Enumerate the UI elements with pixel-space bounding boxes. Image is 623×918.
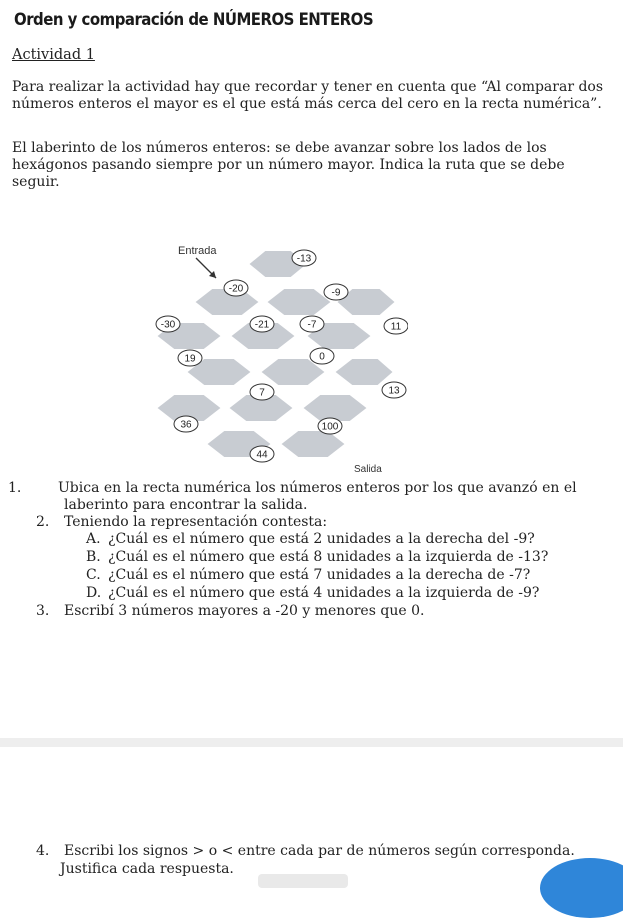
question-2 <box>36 514 327 531</box>
question-text: Escribí 3 números mayores a -20 y menores que 0. <box>64 603 425 619</box>
question-4-continuation: Justifica cada respuesta. <box>60 861 234 877</box>
subquestion-a <box>86 531 535 548</box>
maze-hexagon <box>266 288 332 316</box>
question-text: Escribi los signos > o < entre cada par de números según corresponda. <box>64 843 575 859</box>
maze-number: 13 <box>388 385 400 397</box>
question-3 <box>36 603 424 620</box>
page-divider <box>0 738 623 747</box>
question-number: 4. <box>36 843 50 859</box>
question-number: 3. <box>36 603 50 619</box>
activity-heading: Actividad 1 <box>12 47 95 63</box>
subquestion-c <box>86 567 530 584</box>
maze-number: -20 <box>228 283 244 295</box>
maze-number: -21 <box>254 319 270 331</box>
question-text: Teniendo la representación contesta: <box>64 514 328 530</box>
maze-number: -30 <box>160 319 176 331</box>
maze-number: -7 <box>307 319 317 331</box>
question-number: 1. <box>8 480 22 496</box>
maze-hexagon <box>334 358 394 386</box>
question-number: 2. <box>36 514 50 530</box>
maze-number-labels <box>156 250 408 462</box>
subquestion-letter: C. <box>86 567 101 583</box>
subquestion-b <box>86 549 548 566</box>
maze-number: -9 <box>331 287 341 299</box>
subquestion-text: ¿Cuál es el número que está 4 unidades a la izquierda de -9? <box>108 585 540 601</box>
subquestion-letter: A. <box>86 531 101 547</box>
subquestion-d <box>86 585 539 602</box>
subquestion-text: ¿Cuál es el número que está 7 unidades a la derecha de -7? <box>108 567 531 583</box>
maze-number: 100 <box>321 421 339 433</box>
subquestion-text: ¿Cuál es el número que está 2 unidades a la derecha del -9? <box>108 531 535 547</box>
maze-number: 36 <box>180 419 192 431</box>
hexagon-maze <box>146 240 408 478</box>
maze-number: -13 <box>296 253 312 265</box>
intro-paragraph: Para realizar la actividad hay que recordar y tener en cuenta que “Al comparar dos números enteros el mayor es el que está más cerca del cero en la recta numérica”. <box>12 79 604 112</box>
page-title: Orden y comparación de NÚMEROS ENTEROS <box>14 10 374 30</box>
blue-action-button[interactable] <box>540 858 623 918</box>
question-text: Ubica en la recta numérica los números enteros por los que avanzó en el laberinto para encontrar la salida. <box>58 480 577 513</box>
maze-number: 7 <box>259 387 265 399</box>
maze-number: 0 <box>319 351 325 363</box>
maze-hexagon <box>302 394 368 422</box>
maze-instruction: El laberinto de los números enteros: se debe avanzar sobre los lados de los hexágonos pasando siempre por un número mayor. Indica la ruta que se debe seguir. <box>12 140 565 190</box>
exit-label: Salida <box>354 464 382 475</box>
maze-number: 44 <box>256 449 268 461</box>
question-4 <box>36 843 575 860</box>
question-1 <box>8 480 616 514</box>
entrance-label: Entrada <box>178 245 217 257</box>
subquestion-letter: B. <box>86 549 101 565</box>
maze-number: 11 <box>390 321 402 333</box>
maze-number: 19 <box>184 353 196 365</box>
subquestion-text: ¿Cuál es el número que está 8 unidades a la izquierda de -13? <box>108 549 549 565</box>
subquestion-letter: D. <box>86 585 102 601</box>
maze-hexagon <box>280 430 346 458</box>
